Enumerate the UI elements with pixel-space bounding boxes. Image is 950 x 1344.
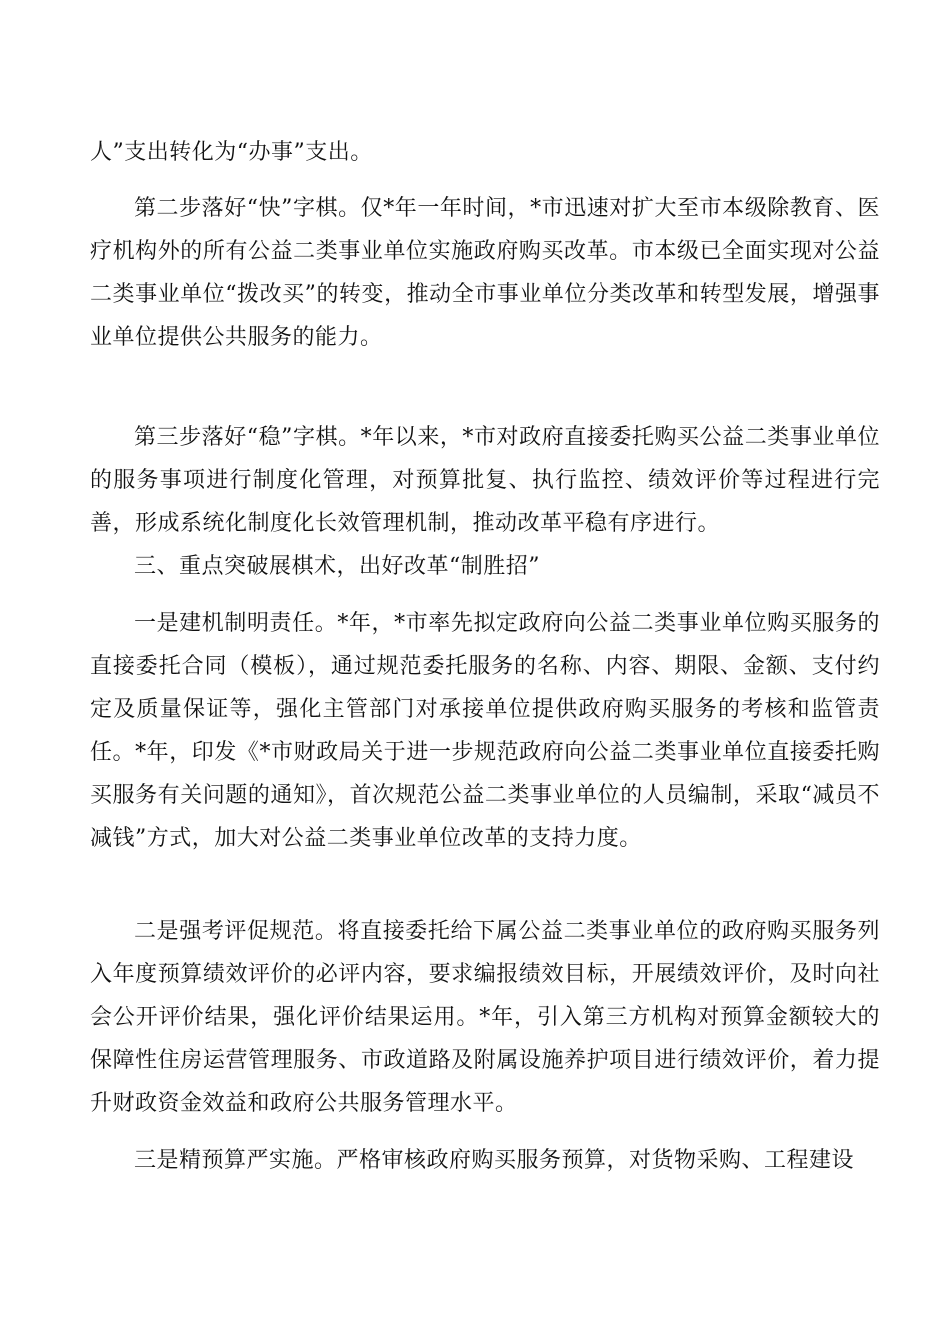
paragraph-evaluation: 二是强考评促规范。将直接委托给下属公益二类事业单位的政府购买服务列入年度预算绩效评价的必评内容，要求编报绩效目标，开展绩效评价，及时向社会公开评价结果，强化评价结果运用。*年，引入第三方机构对预算金额较大的保障性住房运营管理服务、市政道路及附属设施养护项目进行绩效评价，着力提升财政资金效益和政府公共服务管理水平。 (90, 919, 880, 1116)
paragraph-step-two: 第二步落好“快”字棋。仅*年一年时间，*市迅速对扩大至市本级除教育、医疗机构外的所有公益二类事业单位实施政府购买改革。市本级已全面实现对公益二类事业单位“拨改买”的转变，推动全市事业单位分类改革和转型发展，增强事业单位提供公共服务的能力。 (90, 196, 880, 350)
section-heading-three: 三、重点突破展棋术，出好改革“制胜招” (134, 554, 540, 579)
paragraph-budget: 三是精预算严实施。严格审核政府购买服务预算，对货物采购、工程建设 (134, 1148, 855, 1173)
paragraph-mechanism: 一是建机制明责任。*年，*市率先拟定政府向公益二类事业单位购买服务的直接委托合同（模板），通过规范委托服务的名称、内容、期限、金额、支付约定及质量保证等，强化主管部门对承接单位提供政府购买服务的考核和监管责任。*年，印发《*市财政局关于进一步规范政府向公益二类事业单位直接委托购买服务有关问题的通知》，首次规范公益二类事业单位的人员编制，采取“减员不减钱”方式，加大对公益二类事业单位改革的支持力度。 (90, 611, 880, 851)
paragraph-continuation: 人”支出转化为“办事”支出。 (90, 140, 373, 165)
paragraph-step-three: 第三步落好“稳”字棋。*年以来，*市对政府直接委托购买公益二类事业单位的服务事项进行制度化管理，对预算批复、执行监控、绩效评价等过程进行完善，形成系统化制度化长效管理机制，推动改革平稳有序进行。 (90, 425, 880, 536)
